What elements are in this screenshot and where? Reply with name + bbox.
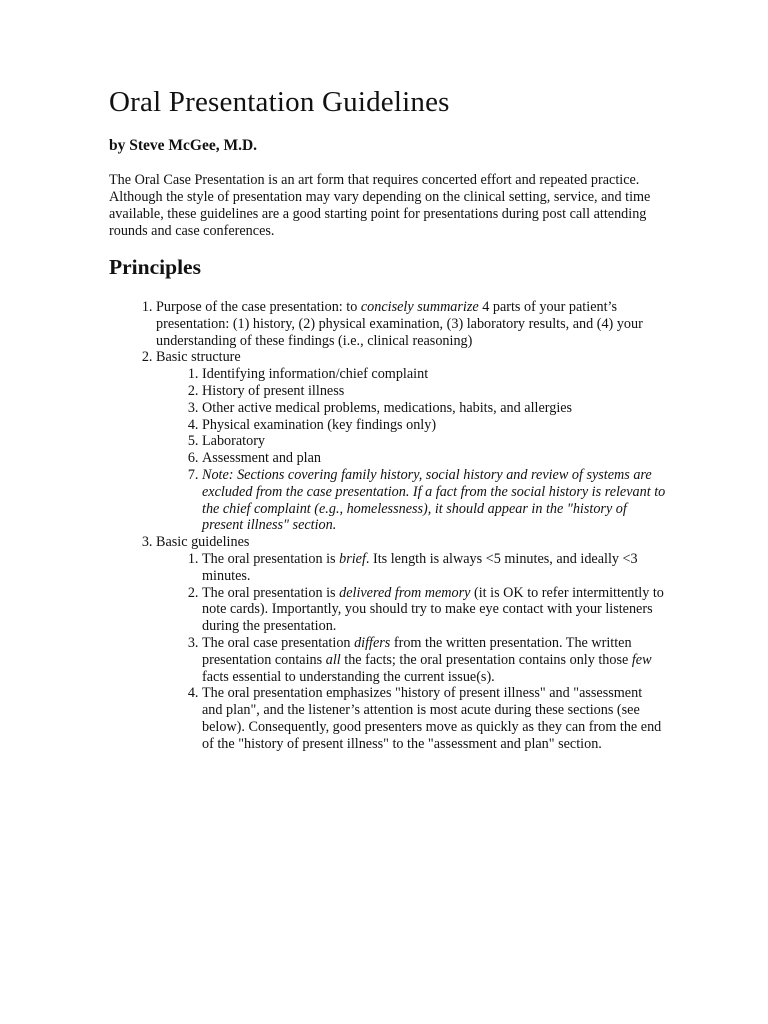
guidelines-list: [156, 551, 666, 753]
author-byline: by Steve McGee, M.D.: [109, 137, 258, 154]
structure-item: 6. Assessment and plan: [202, 450, 666, 467]
principle-basic-guidelines: [156, 534, 666, 752]
structure-item: 5. Laboratory: [202, 433, 666, 450]
intro-paragraph: The Oral Case Presentation is an art form that requires concerted effort and repeated practice. Although the style of presentation may vary depending on the clinical setting, service, and time available, these guidelines are a good starting point for presentations during post call attending rounds and case conferences.: [109, 172, 651, 239]
guideline-emphasis: 4. The oral presentation emphasizes "history of present illness" and "assessment and plan", and the listener’s attention is most acute during these sections (see below). Consequently, good presenters move as quickly as they can from the end of the "history of present illness" to the "assessment and plan" section.: [202, 685, 666, 752]
principle-basic-structure: [156, 349, 666, 534]
basic-guidelines-label: Basic guidelines: [156, 534, 250, 551]
structure-note: 7. Note: Sections covering family history, social history and review of systems are excluded from the case presentation. If a fact from the social history is relevant to the chief complaint (e.g., homelessness), it should appear in the "history of present illness" section.: [202, 467, 666, 534]
guideline-differs: 3. The oral case presentation differs from the written presentation. The written presentation contains all the facts; the oral presentation contains only those few facts essential to understanding the current issue(s).: [202, 635, 666, 685]
principles-heading: Principles: [109, 255, 201, 279]
guideline-brief: 1. The oral presentation is brief. Its length is always <5 minutes, and ideally <3 minutes.: [202, 551, 666, 585]
document-title: Oral Presentation Guidelines: [109, 86, 450, 118]
structure-item: 3. Other active medical problems, medications, habits, and allergies: [202, 400, 666, 417]
principles-list: [156, 299, 666, 753]
structure-item: 4. Physical examination (key findings only): [202, 417, 666, 434]
principle-purpose: 1. Purpose of the case presentation: to concisely summarize 4 parts of your patient’s presentation: (1) history, (2) physical examination, (3) laboratory results, and (4) your understanding of these findings (i.e., clinical reasoning): [156, 299, 666, 349]
guideline-memory: 2. The oral presentation is delivered from memory (it is OK to refer intermittently to note cards). Importantly, you should try to make eye contact with your listeners during the presentation.: [202, 585, 666, 635]
basic-structure-label: Basic structure: [156, 349, 241, 366]
structure-item: 2. History of present illness: [202, 383, 666, 400]
structure-item: 1. Identifying information/chief complaint: [202, 366, 666, 383]
structure-list: [156, 366, 666, 534]
